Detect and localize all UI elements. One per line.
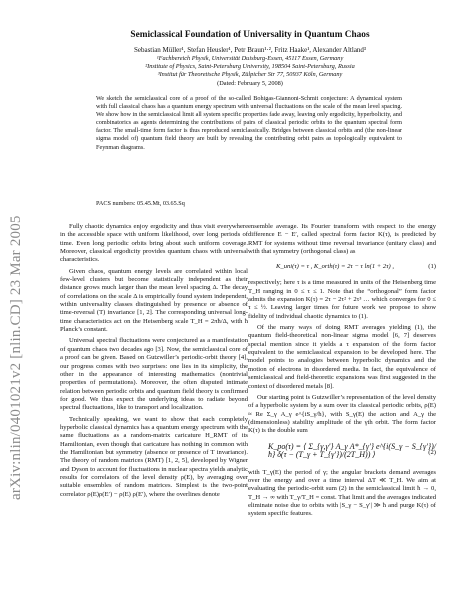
left-column <box>60 223 248 502</box>
paragraph-heisenberg: respectively; here τ is a time measured in units of the Heisenberg time T_H ranging in 0 ≤ τ ≤ 1. Note that the “orthogonal” form factor admits the expansion K(τ) = 2τ − 2τ² + 2τ³ … which converges for 0 ≤ τ ≤ ½. Leaving larger times for future work we propose to show fidelity of individual chaotic dynamics to (1). <box>248 279 436 320</box>
equation-1-number: (1) <box>428 263 436 271</box>
paragraph-technical: Technically speaking, we want to show that each completely hyperbolic classical dynamics has a quantum energy spectrum with the same fluctuations as a random-matrix caricature H_RMT of its Hamiltonian, even though that caricature has nothing in common with the Hamiltonian but symmetry (absence or presence of T invariance). The theory of random matrices (RMT) [1, 2, 5], developed by Wigner and Dyson to account for fluctuations in nuclear spectra yields analytic results for correlators of the level density ρ(E), by averaging over suitable ensembles of random matrices. Simplest is the two-point correlator ρ(E)ρ(E′) − ρ(E) ρ(E′), where the overlines denote <box>60 415 248 498</box>
paragraph-conjecture: Universal spectral fluctuations were conjectured as a manifestation of quantum chaos two decades ago [3]. Now, the semiclassical core of a proof can be given. Based on Gutzwiller’s periodic-orbit theory [4], our progress comes with two surprises: one lies in its simplicity, the other in the appearance of interesting mathematics (nontrivial properties of permutations). Moreover, the often disputed intimate relation between periodic orbits and quantum field theory is confirmed for good. We thus expect the underlying ideas to radiate beyond spectral fluctuations, like to transport and localization. <box>60 337 248 412</box>
arxiv-identifier: arXiv:nlin/0401021v2 [nlin.CD] 23 Mar 2005 <box>8 215 24 500</box>
paragraph-intro: Fully chaotic dynamics enjoy ergodicity and thus visit everywhere in the accessible space with uniform likelihood, over long periods of time. Even long periodic orbits bring about such uniform coverage. Moreover, classical ergodicity provides quantum chaos with universal characteristics. <box>60 223 248 264</box>
paragraph-gutzwiller: Our starting point is Gutzwiller’s representation of the level density of a hyperbolic system by a sum over its classical periodic orbits, ρ(E) ≈ Re Σ_γ A_γ e^{iS_γ/ħ}, with S_γ(E) the action and A_γ the (dimensionless) stability amplitude of the γth orbit. The form factor K(τ) is the double sum <box>248 393 436 435</box>
equation-2-number: (2) <box>428 448 436 456</box>
paragraph-ensemble: ensemble average. Its Fourier transform with respect to the energy difference E − E′, called spectral form factor K(τ), is predicted by RMT for systems without time reversal invariance (unitary class) and with that symmetry (orthogonal class) as <box>248 223 436 256</box>
affiliation-1: ¹Fachbereich Physik, Universität Duisburg-Essen, 45117 Essen, Germany <box>156 55 344 62</box>
right-column <box>248 223 436 522</box>
paper-title: Semiclassical Foundation of Universality in Quantum Chaos <box>130 30 370 40</box>
date-line: (Dated: February 5, 2008) <box>217 80 283 87</box>
pacs-numbers: PACS numbers: 05.45.Mt, 03.65.Sq <box>96 200 185 207</box>
affiliation-3: ³Institut für Theoretische Physik, Zülpicher Str 77, 50937 Köln, Germany <box>157 71 343 78</box>
equation-2-body: K_po(τ) = ⟨ Σ_{γ,γ′} A_γ A*_{γ′} e^{i(S_γ − S_{γ′})/ħ} δ(τ − (T_γ + T_{γ′})/(2T_H)) ⟩ <box>268 441 436 459</box>
equation-1 <box>248 259 436 277</box>
abstract: We sketch the semiclassical core of a proof of the so-called Bohigas-Giannoni-Schmit conjecture: A dynamical system with full classical chaos has a quantum energy spectrum with universal fluctuations on the scale of the mean level spacing. We show how in the semiclassical limit all system specific properties fade away, leaving only ergodicity, hyperbolicity, and combinatorics as agents determining the contributions of pairs of classical periodic orbits to the quantum spectral form factor. The small-time form factor is thus reproduced semiclassically. Bridges between classical orbits and (the non-linear sigma model of) quantum field theory are built by revealing the contributing orbit pairs as topologically equivalent to Feynman diagrams. <box>96 95 402 151</box>
author-list: Sebastian Müller¹, Stefan Heusler¹, Petr Braun¹·², Fritz Haake¹, Alexander Altland³ <box>133 46 367 54</box>
equation-2 <box>248 439 436 467</box>
paragraph-sigma-model: Of the many ways of doing RMT averages yielding (1), the quantum field-theoretical non-linear sigma model [6, 7] deserves special mention since it yields a τ expansion of the form factor equivalent to the semiclassical expansion to be developed here. The model points to analogies between hyperbolic dynamics and the motion of electrons in disordered media. In fact, the equivalence of semiclassical and field-theoretic expansions was first suggested in the context of disordered metals [8]. <box>248 324 436 390</box>
paragraph-limit: with T_γ(E) the period of γ; the angular brackets demand averages over the energy and over a time interval ΔT ≪ T_H. We aim at evaluating the periodic-orbit sum (2) in the semiclassical limit ħ → 0, T_H → ∞ with T_γ/T_H = const. That limit and the averages indicated eliminate noise due to orbits with |S_γ − S_γ′| ≫ ħ and purge K(τ) of system specific features. <box>248 468 436 518</box>
affiliation-2: ²Institute of Physics, Saint-Petersburg University, 198504 Saint-Petersburg, Russia <box>145 63 355 70</box>
paragraph-chaos: Given chaos, quantum energy levels are correlated within local few-level clusters but become statistically independent as their distance grows much larger than the mean level spacing Δ. The decay of correlations on the scale Δ is empirically found system independent, within universality classes distinguished by presence or absence of time-reversal (T) invariance [1, 2]. The corresponding universal long-time characteristics act on the Heisenberg scale T_H = 2πħ/Δ, with ħ Planck’s constant. <box>60 267 248 334</box>
equation-1-body: K_uni(τ) = τ , K_orth(τ) = 2τ − τ ln(1 + 2τ) , <box>276 263 395 271</box>
